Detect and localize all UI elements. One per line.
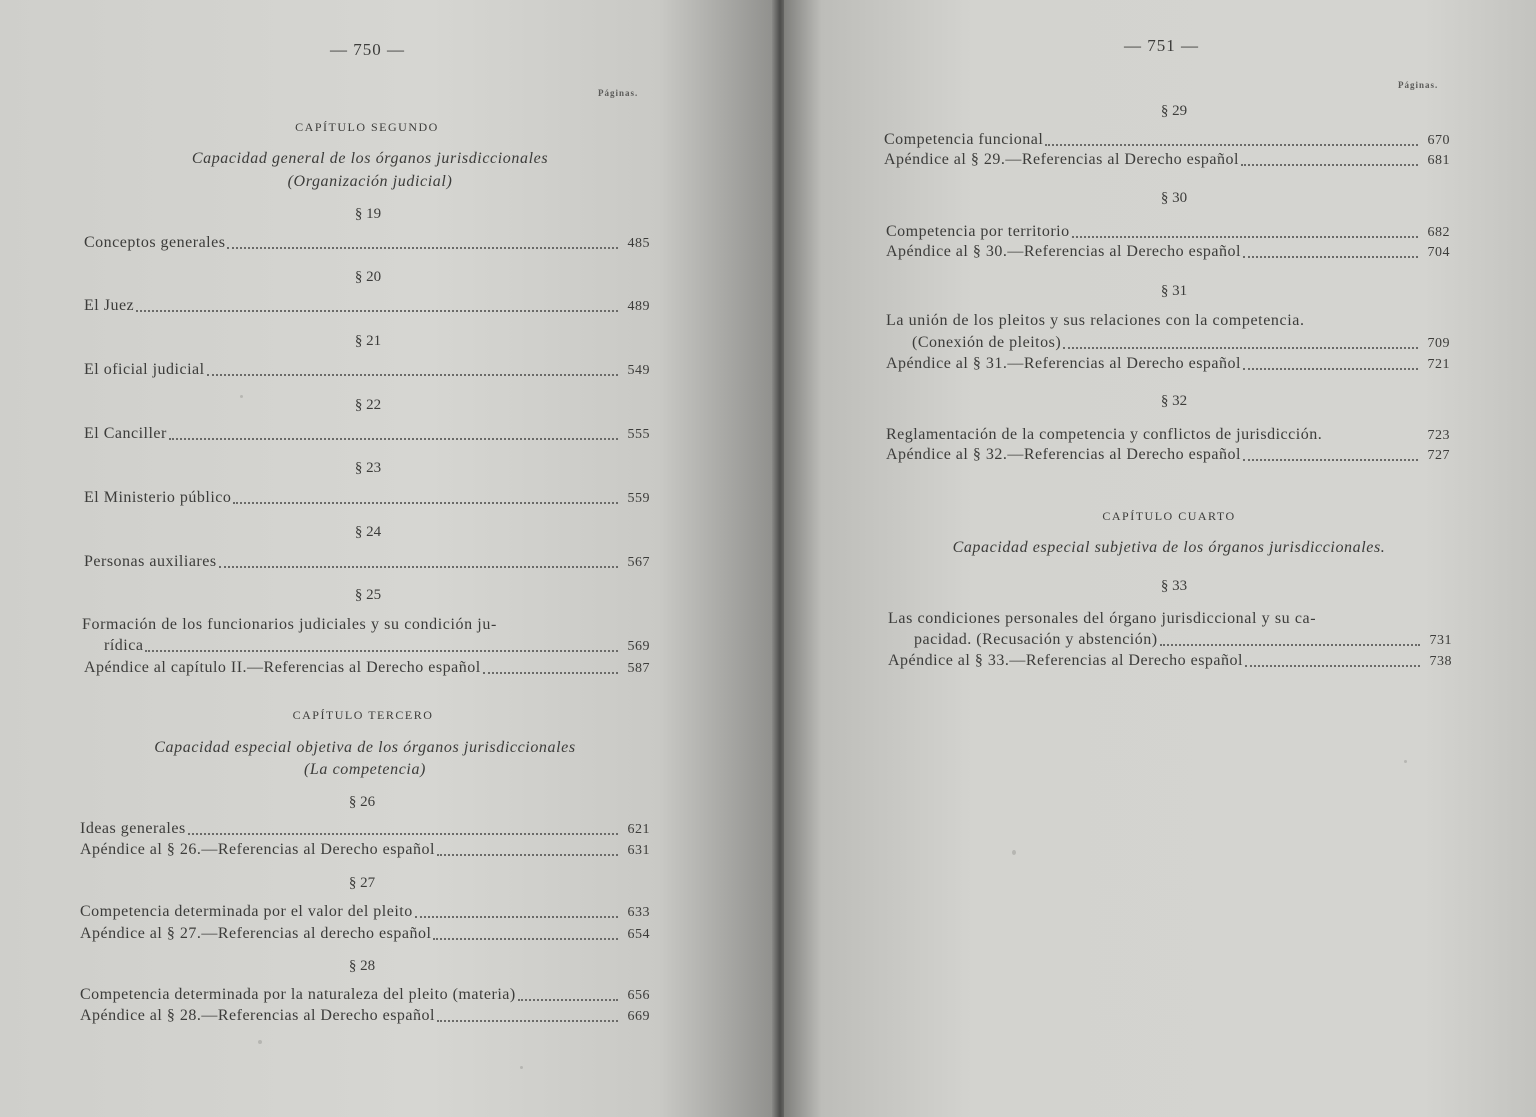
entry-text: (Conexión de pleitos) — [912, 334, 1062, 351]
toc-entry — [84, 360, 650, 381]
section-heading: § 24 — [354, 524, 382, 540]
section-heading: § 21 — [354, 333, 382, 349]
entry-text: Apéndice al capítulo II.—Referencias al Derecho español — [84, 659, 481, 676]
page-number: — 751 — — [1124, 36, 1199, 55]
toc-entry — [84, 233, 650, 254]
toc-entry — [912, 333, 1450, 354]
entry-text: Competencia funcional — [884, 131, 1044, 148]
toc-entry — [84, 424, 650, 445]
entry-page: 633 — [627, 905, 650, 920]
chapter-heading: CAPÍTULO SEGUNDO — [295, 120, 439, 134]
section-heading: § 26 — [348, 794, 376, 810]
entry-page: 567 — [627, 555, 650, 570]
toc-entry — [888, 651, 1452, 672]
entry-page: 559 — [627, 491, 650, 506]
toc-entry — [84, 488, 650, 509]
entry-text: pacidad. (Recusación y abstención) — [914, 631, 1158, 648]
chapter-title: Capacidad especial subjetiva de los órganos jurisdiccionales. — [952, 539, 1386, 556]
section-heading: § 20 — [354, 269, 382, 285]
toc-entry — [84, 296, 650, 317]
toc-entry — [80, 1006, 650, 1027]
toc-entry — [886, 242, 1450, 263]
section-heading: § 32 — [1160, 393, 1188, 409]
entry-text: Apéndice al § 30.—Referencias al Derecho español — [886, 243, 1241, 260]
entry-text: La unión de los pleitos y sus relaciones con la competencia. — [886, 312, 1305, 329]
toc-entry — [80, 902, 650, 923]
entry-page: 656 — [627, 988, 650, 1003]
toc-entry — [80, 819, 650, 840]
entry-text: El Ministerio público — [84, 489, 232, 506]
section-heading: § 19 — [354, 206, 382, 222]
toc-entry — [80, 924, 650, 945]
entry-text: Apéndice al § 27.—Referencias al derecho español — [80, 925, 432, 942]
column-header: Páginas. — [1398, 80, 1439, 90]
chapter-heading: CAPÍTULO TERCERO — [292, 708, 434, 722]
toc-entry — [80, 840, 650, 861]
entry-page: 721 — [1427, 357, 1450, 372]
entry-page: 731 — [1429, 633, 1452, 648]
entry-text: Apéndice al § 26.—Referencias al Derecho español — [80, 841, 435, 858]
section-heading: § 31 — [1160, 283, 1188, 299]
section-heading: § 29 — [1160, 103, 1188, 119]
entry-page: 549 — [627, 363, 650, 378]
entry-text: Personas auxiliares — [84, 553, 217, 570]
entry-text: Apéndice al § 29.—Referencias al Derecho español — [884, 151, 1239, 168]
toc-entry — [886, 425, 1450, 446]
entry-text: Competencia por territorio — [886, 223, 1070, 240]
section-heading: § 33 — [1160, 578, 1188, 594]
entry-text: Competencia determinada por el valor del pleito — [80, 903, 413, 920]
entry-text: Las condiciones personales del órgano jurisdiccional y su ca- — [888, 610, 1317, 627]
right-page — [784, 0, 1536, 1117]
section-heading: § 23 — [354, 460, 382, 476]
toc-entry — [886, 354, 1450, 375]
entry-text: Apéndice al § 33.—Referencias al Derecho español — [888, 652, 1243, 669]
entry-text: El Juez — [84, 297, 135, 314]
entry-page: 670 — [1427, 133, 1450, 148]
entry-page: 727 — [1427, 448, 1450, 463]
entry-page: 682 — [1427, 225, 1450, 240]
section-heading: § 27 — [348, 875, 376, 891]
entry-text: rídica — [104, 637, 144, 654]
chapter-title: Capacidad especial objetiva de los órganos jurisdiccionales — [154, 739, 576, 756]
entry-text: Conceptos generales — [84, 234, 226, 251]
entry-page: 681 — [1427, 153, 1450, 168]
section-heading: § 30 — [1160, 190, 1188, 206]
entry-text: Apéndice al § 31.—Referencias al Derecho español — [886, 355, 1241, 372]
entry-text: Reglamentación de la competencia y conflictos de jurisdicción. — [886, 426, 1323, 443]
page-number: — 750 — — [330, 40, 405, 59]
chapter-title: Capacidad general de los órganos jurisdiccionales — [191, 150, 549, 167]
entry-page: 738 — [1429, 654, 1452, 669]
entry-page: 489 — [627, 299, 650, 314]
toc-entry — [80, 985, 650, 1006]
entry-page: 631 — [627, 843, 650, 858]
entry-text: El oficial judicial — [84, 361, 205, 378]
section-heading: § 28 — [348, 958, 376, 974]
entry-page: 654 — [627, 927, 650, 942]
entry-page: 621 — [627, 822, 650, 837]
entry-text: Formación de los funcionarios judiciales y su condición ju- — [82, 616, 497, 633]
toc-entry — [886, 445, 1450, 466]
chapter-heading: CAPÍTULO CUARTO — [1102, 509, 1236, 523]
toc-entry — [84, 658, 650, 679]
chapter-subtitle: (La competencia) — [303, 761, 426, 778]
toc-entry — [884, 130, 1450, 151]
entry-page: 587 — [627, 661, 650, 676]
toc-entry — [104, 636, 650, 657]
toc-entry — [914, 630, 1452, 651]
toc-entry — [884, 150, 1450, 171]
entry-page: 555 — [627, 427, 650, 442]
section-heading: § 25 — [354, 587, 382, 603]
entry-text: Ideas generales — [80, 820, 186, 837]
entry-page: 569 — [627, 639, 650, 654]
entry-page: 669 — [627, 1009, 650, 1024]
entry-page: 704 — [1427, 245, 1450, 260]
entry-text: El Canciller — [84, 425, 167, 442]
column-header: Páginas. — [598, 88, 639, 98]
toc-entry — [886, 222, 1450, 243]
chapter-subtitle: (Organización judicial) — [287, 173, 453, 190]
entry-page: 485 — [627, 236, 650, 251]
section-heading: § 22 — [354, 397, 382, 413]
entry-page: 709 — [1427, 336, 1450, 351]
entry-text: Competencia determinada por la naturaleza del pleito (materia) — [80, 986, 516, 1003]
entry-page: 723 — [1427, 428, 1450, 443]
entry-text: Apéndice al § 28.—Referencias al Derecho español — [80, 1007, 435, 1024]
toc-entry — [84, 552, 650, 573]
entry-text: Apéndice al § 32.—Referencias al Derecho español — [886, 446, 1241, 463]
